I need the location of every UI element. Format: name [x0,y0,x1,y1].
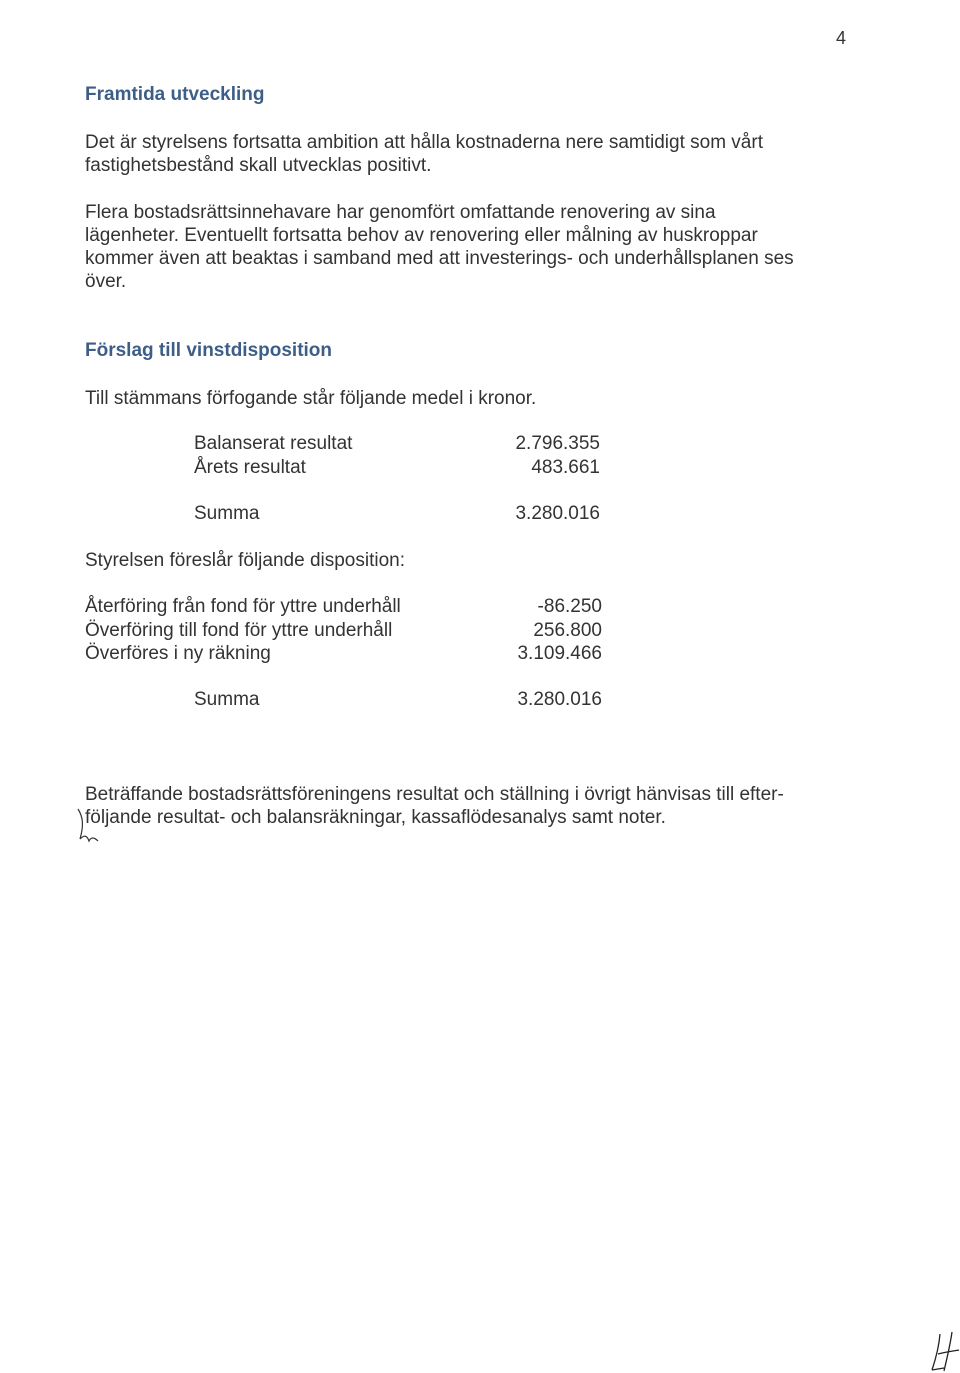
disposition-value-carried: 3.109.466 [517,643,602,664]
disposition-label-return: Återföring från fond för yttre underhåll [85,596,401,617]
closing-paragraph [85,783,784,829]
fund-label-year: Årets resultat [194,457,306,478]
disposition-label-transfer: Överföring till fond för yttre underhåll [85,620,393,641]
paragraph-renovation [85,201,794,293]
handwritten-initials-mark [74,805,104,845]
paragraph-line: fastighetsbestånd skall utvecklas positivt. [85,155,432,176]
disposition-sum-value: 3.280.016 [517,689,602,710]
paragraph-line: över. [85,271,127,292]
section-heading-future: Framtida utveckling [85,84,265,105]
disposition-value-transfer: 256.800 [533,620,602,641]
handwritten-signature [926,1330,960,1373]
paragraph-line: Det är styrelsens fortsatta ambition att hålla kostnaderna nere samtidigt som vårt [85,132,763,153]
disposition-label-carried: Överföres i ny räkning [85,643,271,664]
paragraph-line: lägenheter. Eventuellt fortsatta behov av renovering eller målning av huskroppar [85,225,758,246]
proposal-intro: Styrelsen föreslår följande disposition: [85,550,406,571]
funds-sum-value: 3.280.016 [515,503,600,524]
page-number: 4 [836,28,847,48]
fund-value-year: 483.661 [531,457,600,478]
paragraph-line: Flera bostadsrättsinnehavare har genomfört omfattande renovering av sina [85,202,716,223]
disposition-value-return: -86.250 [537,596,602,617]
fund-value-balanced: 2.796.355 [515,433,600,454]
disposition-sum-label: Summa [194,689,260,710]
paragraph-ambition [85,131,763,177]
funds-sum-label: Summa [194,503,260,524]
section-heading-disposition: Förslag till vinstdisposition [85,340,333,361]
paragraph-line: kommer även att beaktas i samband med att investerings- och underhållsplanen ses [85,248,794,269]
paragraph-line: Beträffande bostadsrättsföreningens resultat och ställning i övrigt hänvisas till efter- [85,784,784,805]
paragraph-line: följande resultat- och balansräkningar, kassaflödesanalys samt noter. [85,807,666,828]
fund-label-balanced: Balanserat resultat [194,433,353,454]
funds-intro: Till stämmans förfogande står följande medel i kronor. [85,388,537,409]
